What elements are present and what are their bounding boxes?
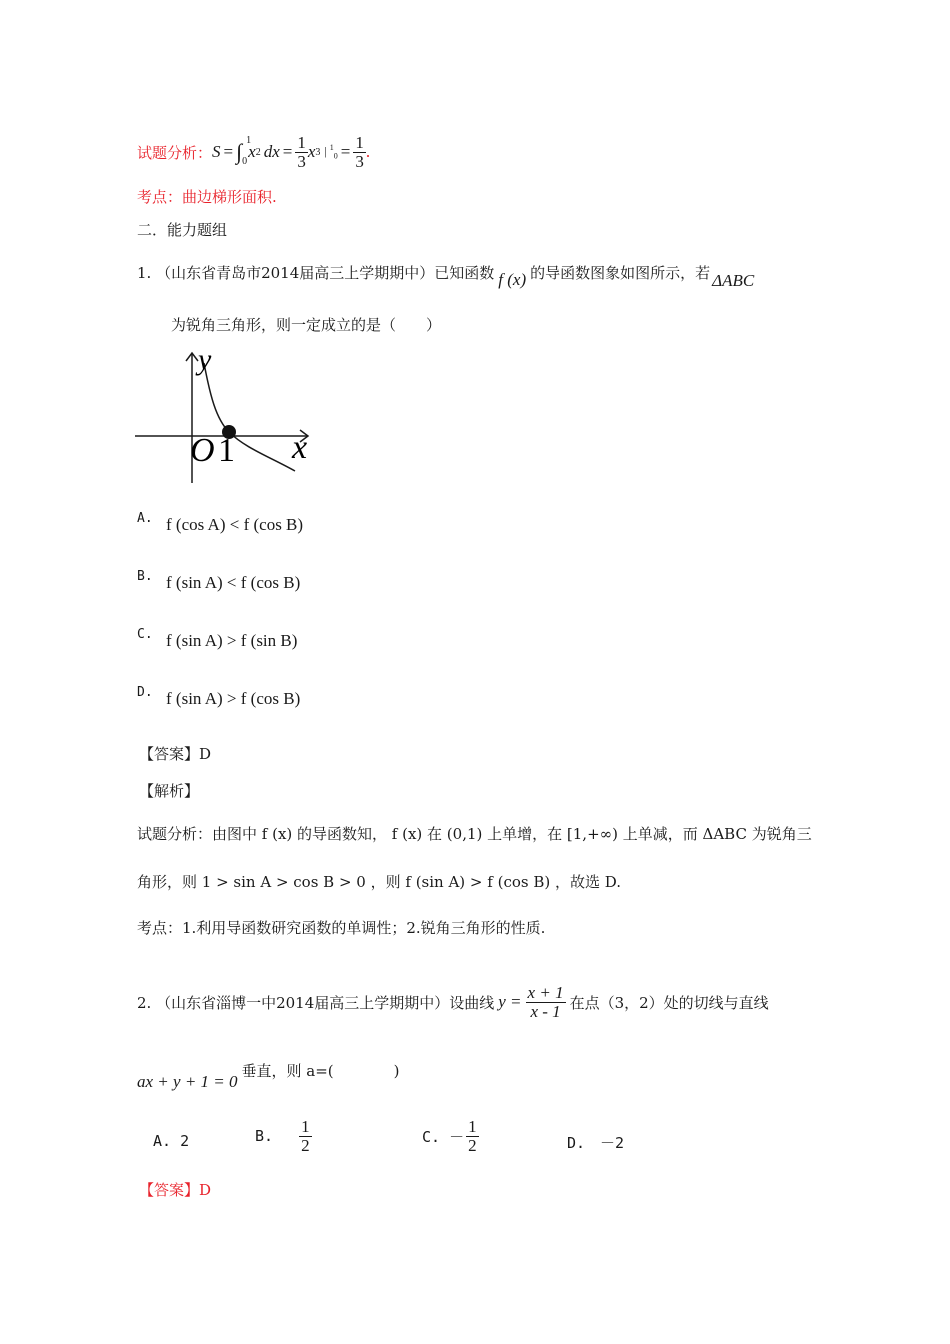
q2-fraction: $\frac{x + 1}{x - 1}$ [527, 983, 564, 1021]
q1-kaodian: 考点：1.利用导函数研究函数的单调性；2.锐角三角形的性质. [137, 919, 546, 937]
q1-option-a-expr: f (cos A) < f (cos B) [166, 515, 304, 534]
derivative-graph [130, 345, 330, 485]
q2-option-b[interactable]: B. $\frac{1}{2}$ [255, 1117, 310, 1155]
analysis-formula-line [137, 132, 370, 172]
kaodian-1: 考点：曲边梯形面积. [137, 188, 277, 206]
origin-label: O [190, 432, 215, 469]
q1-option-c[interactable]: C. [137, 627, 153, 642]
q2-answer: 【答案】D [139, 1181, 212, 1199]
q1-option-d-expr: f (sin A) > f (cos B) [166, 689, 301, 708]
section-title: 二．能力题组 [137, 221, 228, 239]
q1-triangle: ΔABC [712, 271, 755, 290]
y-label: y [198, 345, 212, 376]
q1-option-a[interactable]: A. [137, 511, 153, 526]
q1-option-c-expr: f (sin A) > f (sin B) [166, 631, 298, 650]
q1-answer: 【答案】D [139, 745, 212, 763]
q1-option-d[interactable]: D. [137, 685, 153, 700]
q2-stem-line1: 2. （山东省淄博一中2014届高三上学期期中）设曲线 y = $\frac{x + 1}{x - 1}$ 在点（3，2）处的切线与直线 [137, 983, 769, 1021]
q1-stem-line2: 为锐角三角形，则一定成立的是（ ） [171, 316, 442, 334]
q1-stem-line1: 1. （山东省青岛市2014届高三上学期期中）已知函数 f (x) 的导函数图象如图所示，若 ΔABC [137, 263, 755, 290]
one-label: 1 [218, 432, 235, 469]
analysis-label: 试题分析： [137, 143, 213, 162]
q1-option-b-expr: f (sin A) < f (cos B) [166, 573, 301, 592]
q2-stem-line2: ax + y + 1 = 0 垂直，则 a=( ) [137, 1062, 400, 1091]
q2-option-a[interactable]: A. 2 [153, 1132, 190, 1150]
q1-analysis-line2: 角形，则 1 > sin A > cos B > 0 ，则 f (sin A) > f (cos B) ，故选 D. [137, 873, 622, 891]
q2-option-c[interactable]: C. － $\frac{1}{2}$ [422, 1117, 477, 1155]
q1-fx: f (x) [498, 270, 527, 289]
q1-option-b[interactable]: B. [137, 569, 153, 584]
integral-formula: S = ∫ 1 0 x 2 dx = $\frac{1}{3}$ x 3 | $^1_0$ = $\frac{1}{3}$ . [212, 132, 371, 171]
x-label: x [292, 429, 308, 466]
q1-analysis-line1: 试题分析：由图中 f (x) 的导函数知， f (x) 在 (0,1) 上单增，在 [1,+∞) 上单减，而 ΔABC 为锐角三 [137, 825, 812, 843]
q2-option-d[interactable]: D. －2 [567, 1134, 625, 1152]
q1-jiexi: 【解析】 [139, 782, 200, 800]
